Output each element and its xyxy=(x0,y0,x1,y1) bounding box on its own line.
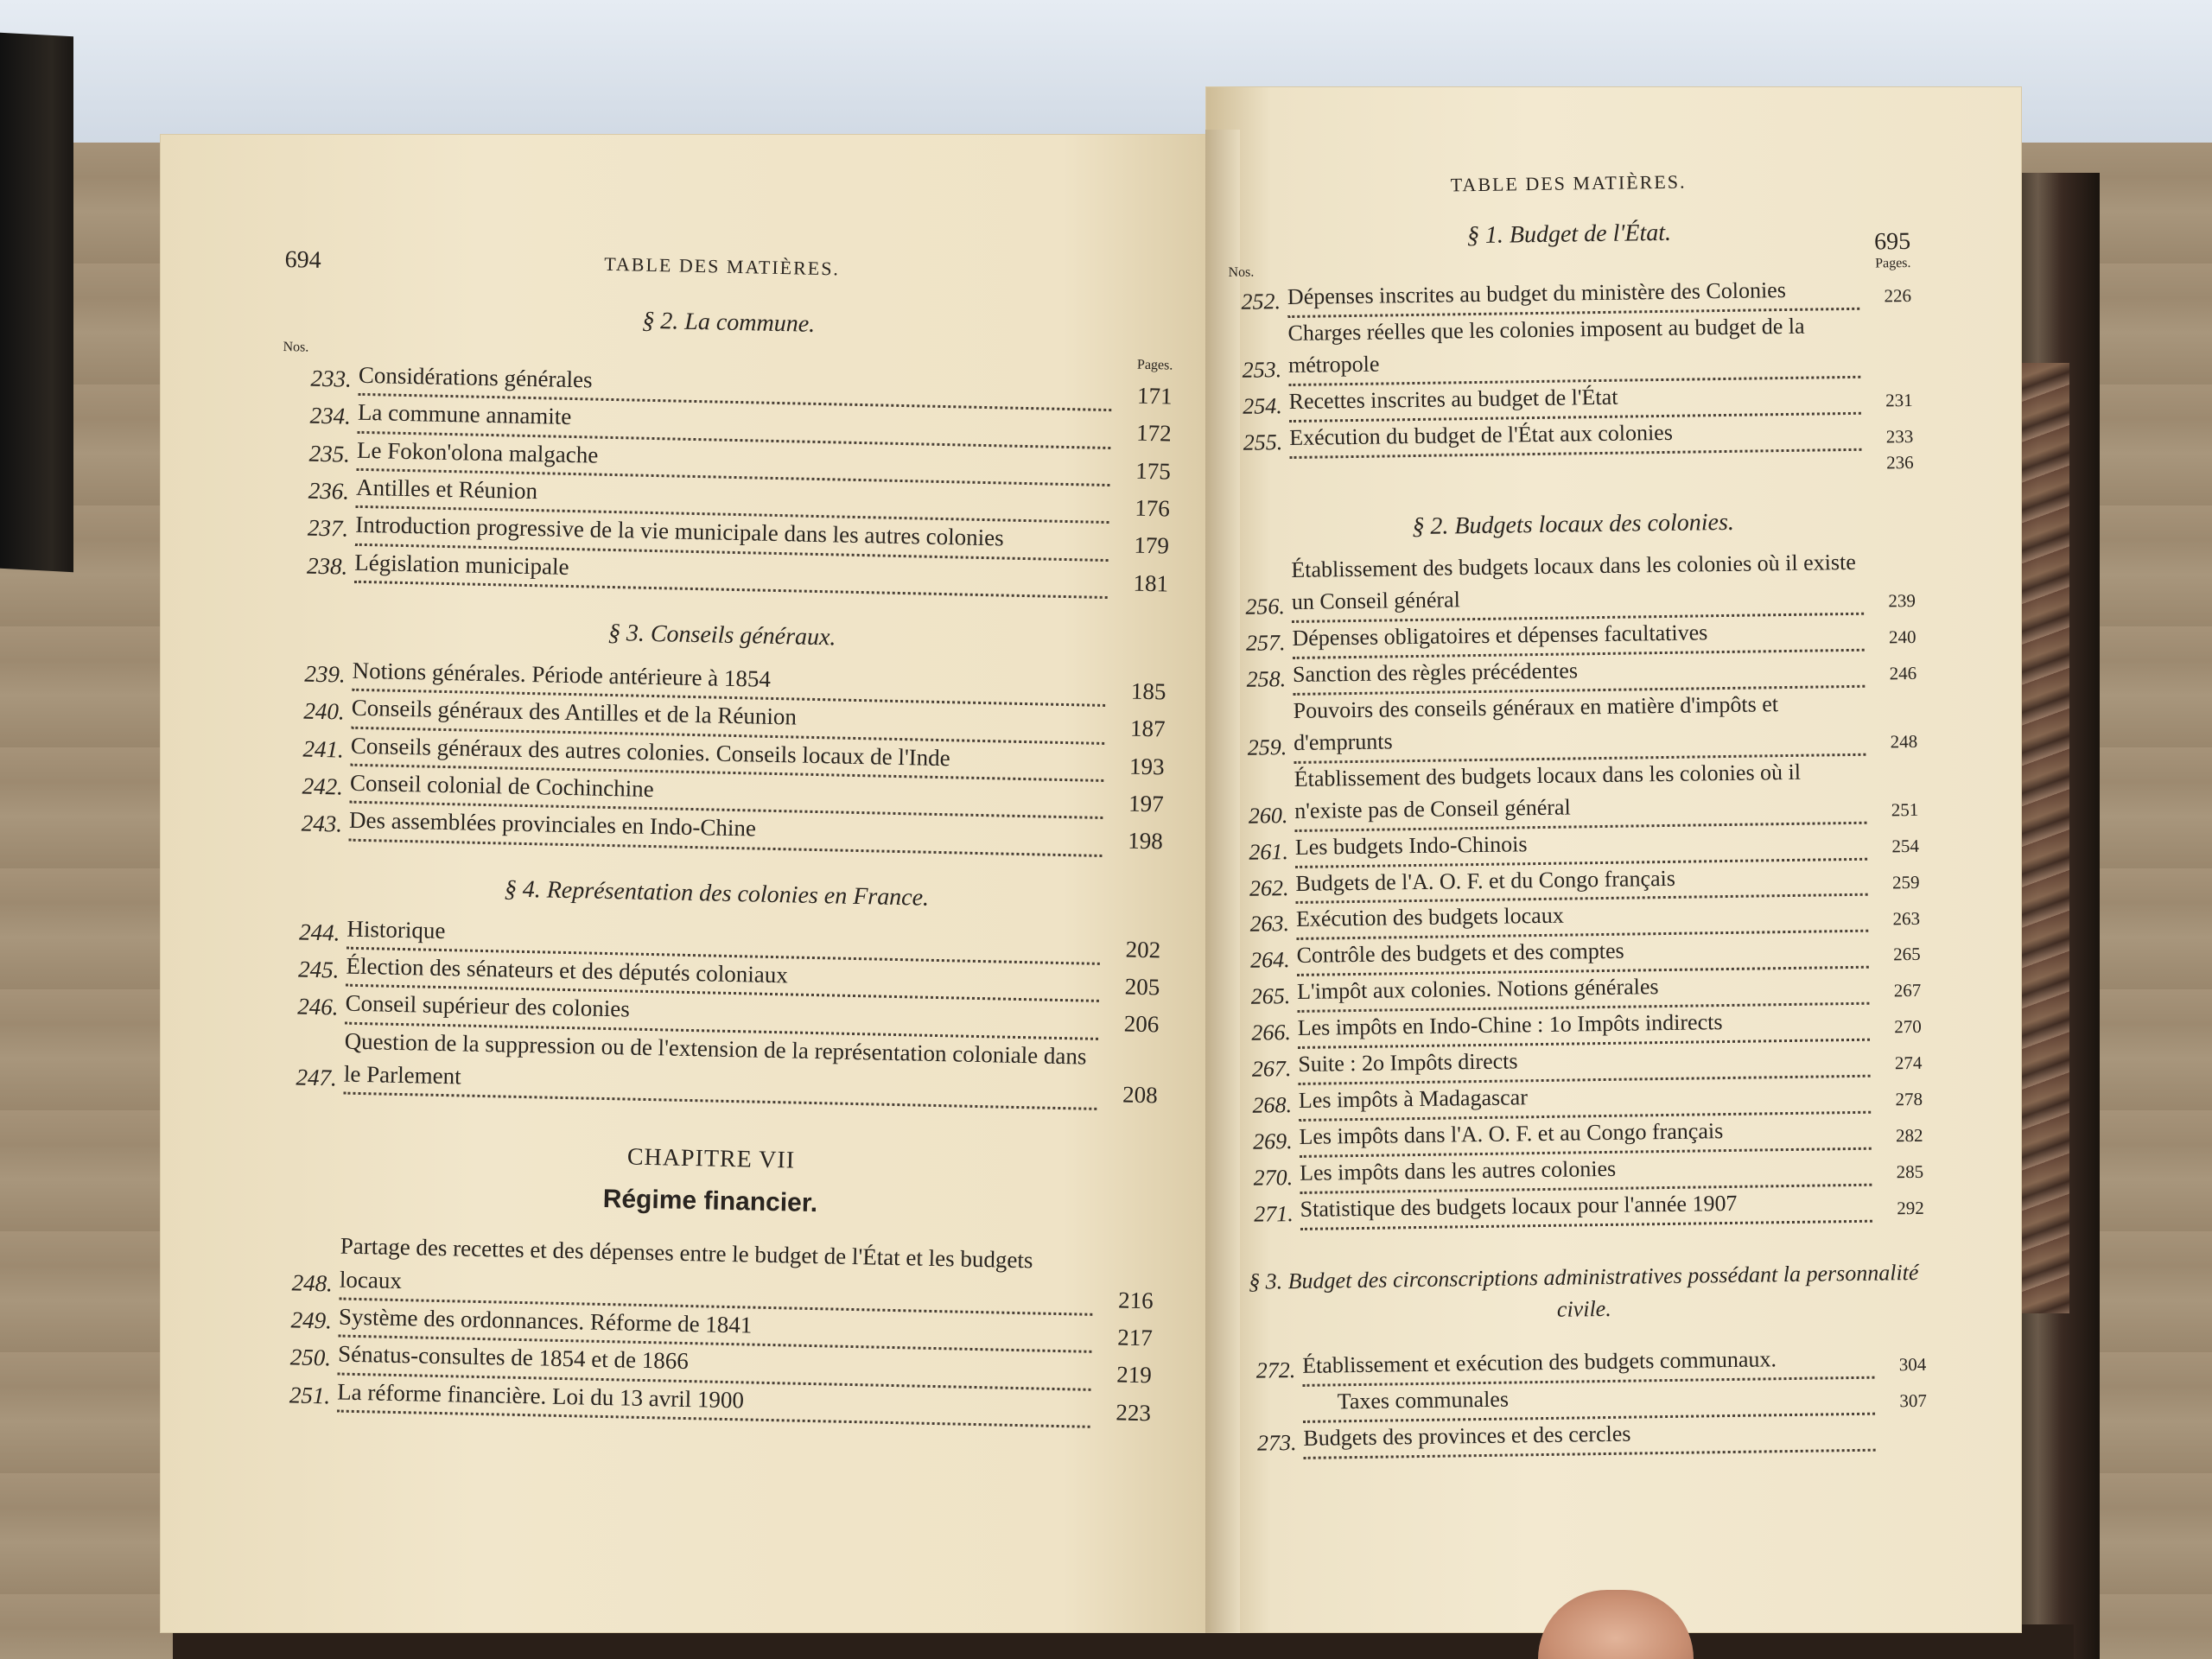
entry-text: Législation municipale xyxy=(354,545,1109,599)
entry-number: 251. xyxy=(289,1381,331,1408)
marbled-endpaper xyxy=(2018,363,2069,1313)
entry-text: Pouvoirs des conseils généraux en matière d'impôts et d'emprunts xyxy=(1293,688,1866,764)
entry-page: 270 xyxy=(1894,1016,1922,1038)
entry-page: 193 xyxy=(1128,753,1165,780)
entry-text: Introduction progressive de la vie municipale dans les autres colonies xyxy=(355,508,1109,562)
entry-page: 233 xyxy=(1885,425,1914,448)
entry-page: 304 xyxy=(1898,1353,1927,1376)
entry-text: Budgets de l'A. O. F. et du Congo français xyxy=(1295,860,1868,904)
entry-page: 267 xyxy=(1893,980,1922,1001)
entry-text: Dépenses inscrites au budget du ministère des Colonies xyxy=(1287,274,1860,318)
left-section-2-title: § 3. Conseils généraux. xyxy=(607,619,836,652)
entry-page: 219 xyxy=(1116,1361,1153,1389)
col-no-label: Nos. xyxy=(1228,264,1255,280)
entry-number: 238. xyxy=(306,552,348,580)
entry-text: Budgets des provinces et des cercles xyxy=(1303,1414,1876,1459)
entry-page: 208 xyxy=(1122,1081,1158,1109)
entry-number: 241. xyxy=(302,735,345,763)
entry-number: 233. xyxy=(310,365,353,392)
entry-text: Des assemblées provinciales en Indo-Chine xyxy=(349,804,1103,857)
entry-text: Exécution du budget de l'État aux colonies xyxy=(1289,414,1862,458)
toc-entry xyxy=(1229,309,1912,387)
left-page-content xyxy=(261,246,1175,1429)
entry-page: 239 xyxy=(1888,590,1916,612)
entry-number: 271. xyxy=(1254,1200,1294,1227)
entry-text: Exécution des budgets locaux xyxy=(1296,896,1869,940)
entry-page: 307 xyxy=(1899,1389,1928,1412)
entry-number: 247. xyxy=(296,1064,338,1091)
entry-text: Les impôts à Madagascar xyxy=(1299,1077,1872,1122)
col-no-label: Nos. xyxy=(283,339,309,355)
entry-number: 242. xyxy=(302,772,344,800)
entry-text: Conseils généraux des Antilles et de la Réunion xyxy=(351,691,1105,745)
entry-text: Suite : 2o Impôts directs xyxy=(1298,1041,1871,1085)
entry-number: 234. xyxy=(309,402,352,429)
entry-text: Les impôts dans les autres colonies xyxy=(1300,1149,1872,1193)
entry-text: Les budgets Indo-Chinois xyxy=(1295,823,1868,868)
entry-page: 202 xyxy=(1125,936,1161,963)
entry-text: Conseils généraux des autres colonies. Conseils locaux de l'Inde xyxy=(350,728,1104,782)
entry-page: 282 xyxy=(1895,1124,1923,1147)
entry-number: 236. xyxy=(308,477,350,505)
entry-text: L'impôt aux colonies. Notions générales xyxy=(1297,969,1870,1013)
entry-page: 265 xyxy=(1892,944,1921,965)
entry-page: 217 xyxy=(1116,1324,1154,1351)
toc-entry xyxy=(1232,546,1916,624)
entry-number: 262. xyxy=(1249,874,1289,901)
left-section-2-entries xyxy=(273,652,1166,858)
entry-number: 261. xyxy=(1249,838,1289,865)
entry-number: 266. xyxy=(1251,1020,1292,1046)
entry-text: Établissement des budgets locaux dans les colonies où il n'existe pas de Conseil général xyxy=(1294,756,1866,832)
entry-page: 259 xyxy=(1891,871,1920,893)
entry-text: Statistique des budgets locaux pour l'année 1907 xyxy=(1300,1185,1872,1230)
entry-text: Question de la suppression ou de l'extension de la représentation coloniale dans le Parlement xyxy=(343,1024,1098,1110)
entry-number: 255. xyxy=(1243,429,1283,455)
entry-text: Contrôle des budgets et des comptes xyxy=(1296,932,1869,976)
entry-number: 235. xyxy=(308,440,351,467)
entry-page: 185 xyxy=(1130,677,1166,705)
entry-number: 246. xyxy=(297,993,339,1020)
entry-text: Les impôts dans l'A. O. F. et au Congo français xyxy=(1299,1114,1872,1158)
right-page-content xyxy=(1227,168,1928,1460)
entry-number: 252. xyxy=(1241,289,1281,315)
entry-page: 206 xyxy=(1123,1010,1160,1038)
entry-number: 243. xyxy=(301,810,343,837)
toc-entry xyxy=(1234,687,1917,765)
entry-text: Conseil colonial de Cochinchine xyxy=(350,766,1104,820)
entry-page: 197 xyxy=(1128,790,1165,817)
entry-text: Conseil supérieur des colonies xyxy=(345,987,1099,1040)
left-section-1-title: § 2. La commune. xyxy=(642,307,816,338)
entry-page: 292 xyxy=(1897,1197,1924,1219)
entry-page: 172 xyxy=(1135,420,1172,447)
entry-text: Système des ordonnances. Réforme de 1841 xyxy=(339,1300,1093,1353)
entry-number: 244. xyxy=(298,918,340,946)
entry-text: Les impôts en Indo-Chine : 1o Impôts indirects xyxy=(1298,1005,1871,1049)
entry-page: 251 xyxy=(1891,798,1919,821)
entry-number: 237. xyxy=(307,514,349,542)
entry-page: 198 xyxy=(1127,827,1164,855)
entry-text: Partage des recettes et des dépenses entre le budget de l'État et les budgets locaux xyxy=(339,1230,1094,1316)
entry-text: Dépenses obligatoires et dépenses facultatives xyxy=(1292,615,1865,659)
entry-number: 269. xyxy=(1252,1128,1293,1154)
entry-page: 231 xyxy=(1885,389,1913,411)
left-page-number: 694 xyxy=(284,246,321,274)
entry-page: 223 xyxy=(1116,1398,1152,1426)
right-section-2-entries xyxy=(1232,546,1924,1230)
entry-number: 256. xyxy=(1245,594,1286,620)
entry-number: 253. xyxy=(1242,356,1282,383)
entry-text: La réforme financière. Loi du 13 avril 1900 xyxy=(337,1375,1091,1428)
entry-number: 268. xyxy=(1252,1091,1293,1118)
entry-page: 171 xyxy=(1136,382,1173,410)
entry-number: 248. xyxy=(291,1269,334,1296)
right-section-2-title: § 2. Budgets locaux des colonies. xyxy=(1412,509,1735,541)
entry-text: Établissement des budgets locaux dans les colonies où il existe un Conseil général xyxy=(1291,547,1864,623)
col-pages-label: Pages. xyxy=(1875,255,1911,271)
chapter-entries xyxy=(261,1228,1154,1429)
entry-text: Sanction des règles précédentes xyxy=(1293,652,1866,696)
entry-page: 285 xyxy=(1896,1160,1924,1183)
right-section-1-entries xyxy=(1229,273,1914,485)
toc-entry xyxy=(1235,755,1918,833)
right-section-1-title: § 1. Budget de l'État. xyxy=(1466,219,1672,250)
entry-number: 239. xyxy=(304,660,346,688)
entry-page: 187 xyxy=(1129,715,1166,742)
right-section-3-title: § 3. Budget des circonscriptions administratives possédant la personnalité civile. xyxy=(1248,1259,1919,1323)
entry-number: 250. xyxy=(289,1344,332,1371)
entry-number: 249. xyxy=(290,1306,333,1334)
entry-page: 236 xyxy=(1886,451,1914,473)
entry-page: 175 xyxy=(1135,457,1172,485)
right-running-head-title: TABLE DES MATIÈRES. xyxy=(1450,170,1687,196)
entry-text: Recettes inscrites au budget de l'État xyxy=(1288,378,1861,423)
entry-page: 248 xyxy=(1890,730,1918,753)
col-pages-label: Pages. xyxy=(1136,357,1173,373)
entry-page: 179 xyxy=(1134,531,1170,559)
entry-number: 270. xyxy=(1253,1164,1294,1191)
left-running-head-title: TABLE DES MATIÈRES. xyxy=(604,252,841,280)
entry-page: 205 xyxy=(1124,973,1160,1001)
entry-text: Antilles et Réunion xyxy=(356,471,1110,524)
entry-number: 245. xyxy=(297,956,340,983)
entry-page: 274 xyxy=(1894,1052,1923,1074)
entry-number: 258. xyxy=(1246,666,1287,692)
entry-page: 226 xyxy=(1884,285,1912,307)
entry-page: 263 xyxy=(1892,907,1921,929)
book-spine xyxy=(0,33,73,572)
entry-number: 264. xyxy=(1249,947,1290,974)
left-section-3-title: § 4. Représentation des colonies en France. xyxy=(504,875,930,912)
entry-number: 254. xyxy=(1242,392,1282,419)
entry-number: 273. xyxy=(1256,1429,1297,1456)
right-page-number: 695 xyxy=(1873,227,1911,256)
left-section-1-entries xyxy=(278,357,1173,600)
entry-text: Charges réelles que les colonies imposent au budget de la métropole xyxy=(1287,310,1860,386)
entry-number: 267. xyxy=(1251,1056,1292,1082)
entry-page: 246 xyxy=(1889,663,1917,684)
entry-number: 272. xyxy=(1255,1357,1296,1383)
entry-text: La commune annamite xyxy=(357,396,1111,449)
chapter-title: Régime financier. xyxy=(602,1185,818,1218)
entry-text: Le Fokon'olona malgache xyxy=(357,433,1111,486)
entry-number: 259. xyxy=(1247,734,1287,760)
entry-page: 216 xyxy=(1117,1287,1154,1313)
entry-text: Considérations générales xyxy=(358,359,1112,412)
entry-number: 263. xyxy=(1249,911,1290,938)
entry-text: Établissement et exécution des budgets communaux. xyxy=(1302,1343,1875,1387)
entry-text: Taxes communales xyxy=(1303,1379,1876,1423)
entry-page: 254 xyxy=(1891,835,1920,857)
right-section-3-entries xyxy=(1243,1342,1928,1460)
entry-page: 278 xyxy=(1895,1088,1923,1110)
entry-number: 260. xyxy=(1248,802,1288,829)
entry-number: 265. xyxy=(1250,983,1291,1009)
entry-text: Historique xyxy=(346,912,1101,965)
entry-page: 176 xyxy=(1135,494,1171,522)
entry-text: Notions générales. Période antérieure à 1854 xyxy=(352,654,1106,708)
entry-page: 240 xyxy=(1888,626,1916,648)
entry-number: 257. xyxy=(1245,630,1286,656)
entry-text: Sénatus-consultes de 1854 et de 1866 xyxy=(338,1338,1092,1391)
chapter-label: CHAPITRE VII xyxy=(626,1143,796,1174)
entry-page: 181 xyxy=(1133,569,1169,597)
entry-number: 240. xyxy=(303,697,346,725)
entry-text: Élection des sénateurs et des députés coloniaux xyxy=(346,950,1100,1003)
left-section-3-entries xyxy=(267,910,1160,1111)
